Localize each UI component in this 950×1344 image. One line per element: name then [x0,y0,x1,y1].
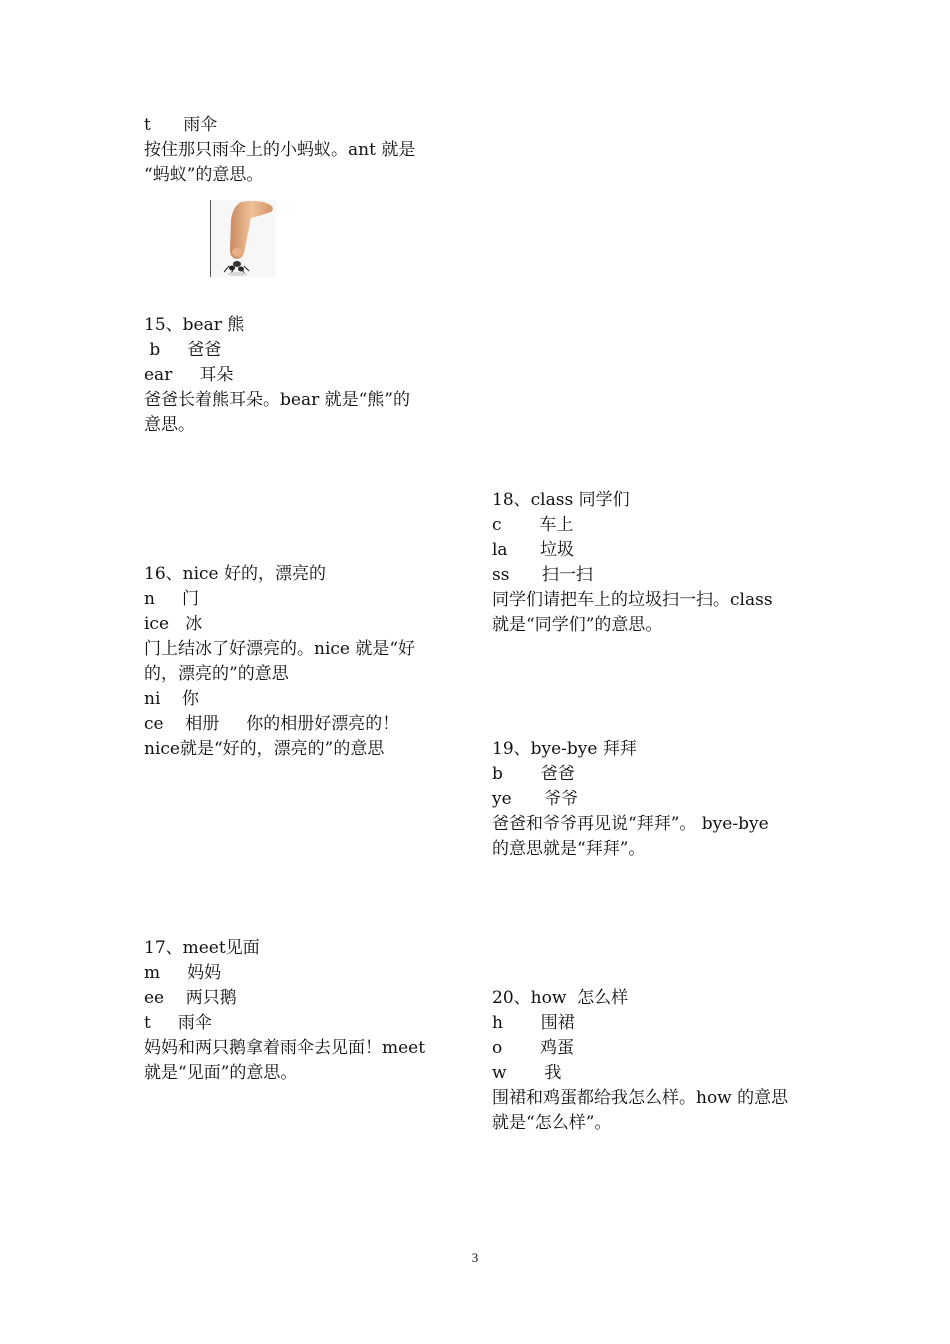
text-line-t-umbrella: t 雨伞 [144,115,218,135]
heading-17-meet: 17、meet见面 [144,938,260,958]
heading-20-how: 20、how 怎么样 [492,988,629,1008]
heading-16-nice: 16、nice 好的，漂亮的 [144,564,327,584]
text-line-ice: ice 冰 [144,614,203,634]
text-line-bear-meaning: 意思。 [144,415,195,435]
text-line-w-me: w 我 [492,1063,562,1083]
text-line-ye-grandpa: ye 爷爷 [492,789,579,809]
text-line-ss-sweep: ss 扫一扫 [492,565,593,585]
text-line-ant-sentence: 按住那只雨伞上的小蚂蚁。ant 就是 [144,140,416,160]
heading-15-bear: 15、bear 熊 [144,315,245,335]
text-line-ni-you: ni 你 [144,689,200,709]
text-line-h-apron: h 围裙 [492,1013,575,1033]
text-line-bye-meaning: 的意思就是“拜拜”。 [492,839,646,859]
text-line-nice-meaning-2: nice就是“好的，漂亮的”的意思 [144,739,385,759]
text-line-n-door: n 门 [144,589,199,609]
text-line-b-dad: b 爸爸 [144,340,222,360]
text-line-bye-sentence: 爸爸和爷爷再见说“拜拜”。 bye-bye [492,814,769,834]
text-line-m-mom: m 妈妈 [144,963,222,983]
text-line-how-meaning: 就是“怎么样”。 [492,1113,612,1133]
finger-ant-image [210,200,276,277]
text-line-meet-sentence: 妈妈和两只鹅拿着雨伞去见面！meet [144,1038,426,1058]
text-line-class-meaning: 就是“同学们”的意思。 [492,615,663,635]
heading-18-class: 18、class 同学们 [492,490,630,510]
text-line-nice-sentence: 门上结冰了好漂亮的。nice 就是“好 [144,639,416,659]
text-line-ant-meaning: “蚂蚁”的意思。 [144,165,264,185]
text-line-t-umbrella-2: t 雨伞 [144,1013,212,1033]
text-line-nice-meaning: 的，漂亮的”的意思 [144,664,289,684]
text-line-b-dad-2: b 爸爸 [492,764,575,784]
text-line-ce-album: ce 相册 你的相册好漂亮的！ [144,714,400,734]
finger-ant-icon [211,200,276,277]
text-line-class-sentence: 同学们请把车上的垃圾扫一扫。class [492,590,773,610]
text-line-ee-geese: ee 两只鹅 [144,988,237,1008]
text-line-c-car: c 车上 [492,515,574,535]
text-line-la-garbage: la 垃圾 [492,540,574,560]
text-line-ear: ear 耳朵 [144,365,234,385]
text-line-bear-sentence: 爸爸长着熊耳朵。bear 就是“熊”的 [144,390,410,410]
text-line-o-egg: o 鸡蛋 [492,1038,575,1058]
heading-19-bye-bye: 19、bye-bye 拜拜 [492,739,637,759]
text-line-how-sentence: 围裙和鸡蛋都给我怎么样。how 的意思 [492,1088,789,1108]
page-number: 3 [471,1250,479,1265]
text-line-meet-meaning: 就是“见面”的意思。 [144,1063,298,1083]
